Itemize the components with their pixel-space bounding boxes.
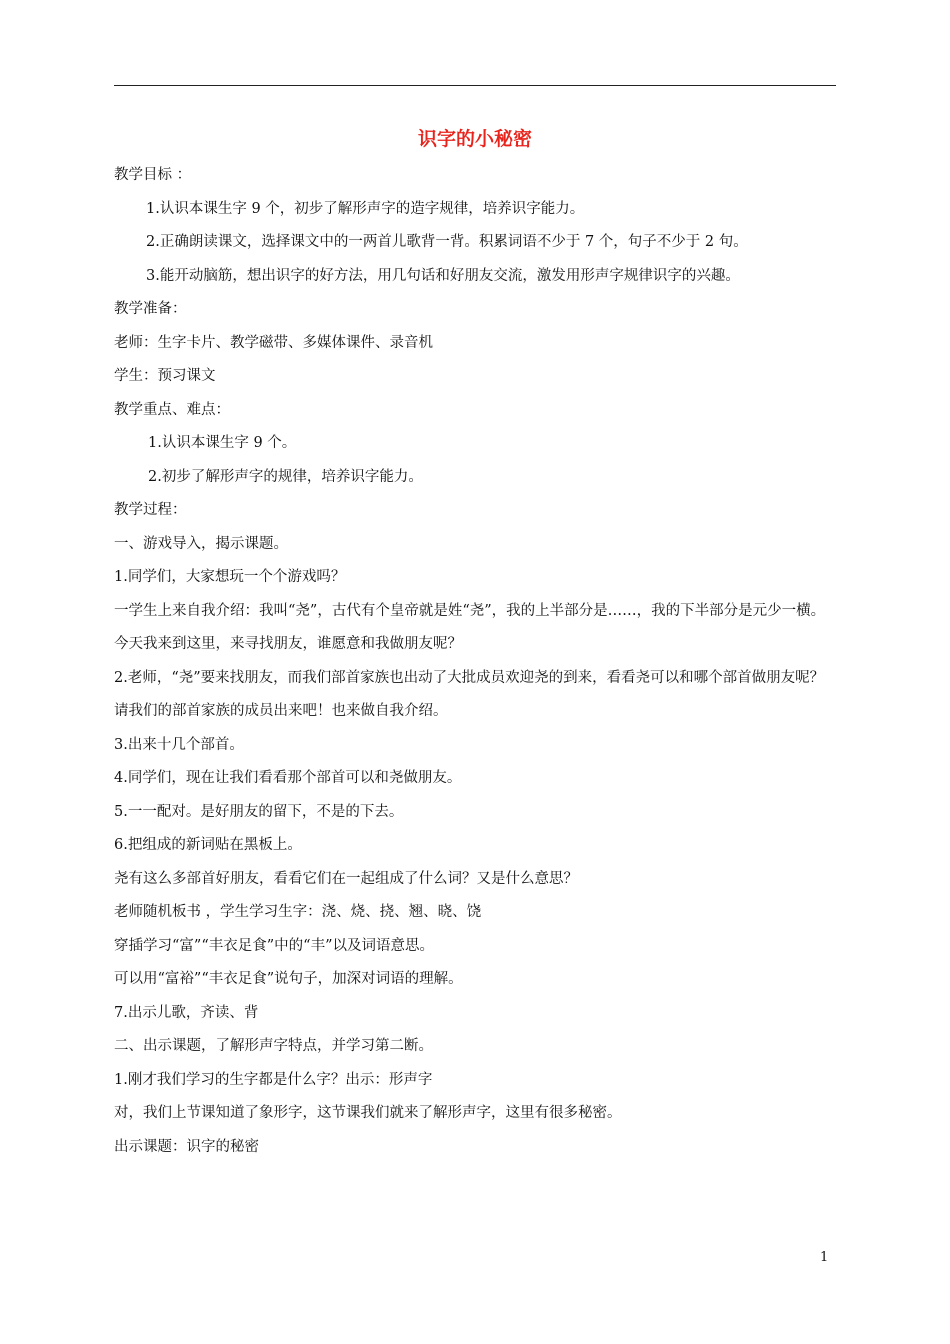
document-title: 识字的小秘密: [417, 128, 532, 150]
key-point-item: 1.认识本课生字 9 个。: [148, 435, 297, 451]
section-heading: 教学准备：: [114, 301, 187, 317]
paragraph: 一学生上来自我介绍：我叫“尧”，古代有个皇帝就是姓“尧”，我的上半部分是……，我的下半部分是元少一横。今天我来到这里，来寻找朋友，谁愿意和我做朋友呢？: [114, 602, 826, 652]
section-heading: 教学重点、难点：: [114, 401, 230, 418]
paragraph: 老师：生字卡片、教学磁带、多媒体课件、录音机: [114, 334, 433, 351]
paragraph: 二、出示课题，了解形声字特点，并学习第二断。: [114, 1038, 433, 1054]
paragraph: 学生：预习课文: [114, 368, 216, 384]
paragraph: 请我们的部首家族的成员出来吧！也来做自我介绍。: [114, 703, 448, 719]
page-number: 1: [820, 1250, 829, 1265]
paragraph: 出示课题：识字的秘密: [114, 1138, 259, 1155]
paragraph: 1.同学们，大家想玩一个个游戏吗？: [114, 569, 346, 585]
paragraph: 6.把组成的新词贴在黑板上。: [114, 837, 302, 853]
section-heading: 教学目标 ：: [114, 167, 192, 183]
paragraph: 老师随机板书 ，学生学习生字：浇、烧、挠、翘、晓、饶: [114, 904, 482, 920]
paragraph: 对，我们上节课知道了象形字，这节课我们就来了解形声字，这里有很多秘密。: [114, 1105, 622, 1121]
paragraph: 穿插学习“富”“丰衣足食”中的“丰”以及词语意思。: [114, 937, 434, 954]
objective-item: 3.能开动脑筋，想出识字的好方法，用几句话和好朋友交流，激发用形声字规律识字的兴趣。: [146, 267, 740, 284]
paragraph: 4.同学们，现在让我们看看那个部首可以和尧做朋友。: [114, 770, 462, 786]
objective-item: 1.认识本课生字 9 个，初步了解形声字的造字规律，培养识字能力。: [146, 200, 585, 217]
paragraph: 一、游戏导入，揭示课题。: [114, 535, 288, 552]
document-body: [114, 159, 838, 1164]
paragraph: 可以用“富裕”“丰衣足食”说句子，加深对词语的理解。: [114, 971, 463, 987]
paragraph: 5.一一配对。是好朋友的留下，不是的下去。: [114, 803, 404, 820]
section-heading: 教学过程：: [114, 502, 187, 518]
objective-item: 2.正确朗读课文，选择课文中的一两首儿歌背一背。积累词语不少于 7 个，句子不少于 2 句。: [146, 234, 748, 250]
paragraph: 2.老师，“尧”要来找朋友，而我们部首家族也出动了大批成员欢迎尧的到来，看看尧可以和哪个部首做朋友呢？: [114, 669, 825, 686]
header-rule: [114, 85, 836, 86]
key-point-item: 2.初步了解形声字的规律，培养识字能力。: [148, 468, 423, 485]
paragraph: 1.刚才我们学习的生字都是什么字？出示：形声字: [114, 1071, 433, 1088]
paragraph: 3.出来十几个部首。: [114, 736, 244, 753]
paragraph: 7.出示儿歌，齐读、背: [114, 1004, 259, 1021]
paragraph: 尧有这么多部首好朋友，看看它们在一起组成了什么词？又是什么意思？: [114, 870, 578, 887]
